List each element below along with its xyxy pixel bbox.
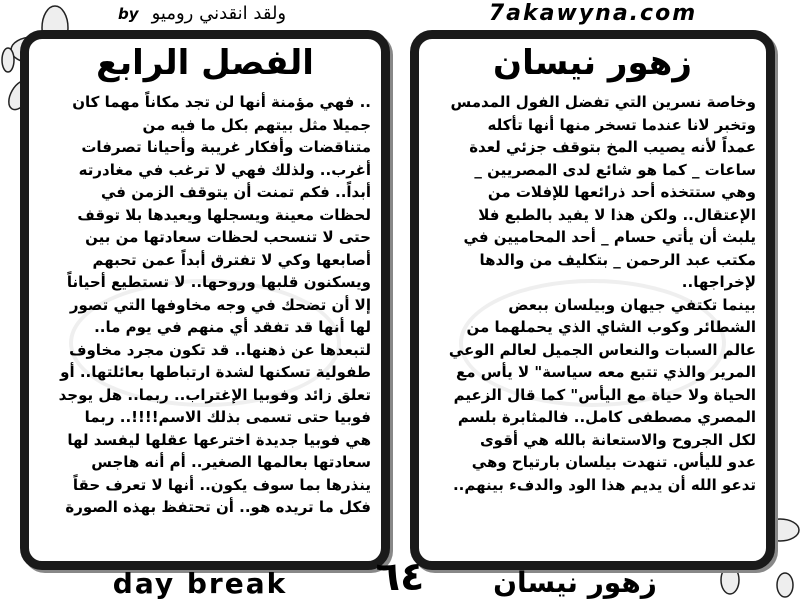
text-line: عدو لليأس. تنهدت بيلسان بارتياح وهي	[471, 453, 756, 471]
text-line: فكل ما تريده هو.. أن تحتفظ بهذه الصورة	[65, 498, 371, 516]
text-line: الإعتقال.. ولكن هذا لا يفيد بالطبع فلا	[478, 205, 756, 224]
book-title: زهور نيسان	[493, 43, 692, 83]
text-line: طفولية تسكنها لشدة ارتباطها بعائلتها.. أو	[60, 363, 371, 381]
text-line: لحظات معينة ويسجلها ويعيدها بلا توقف	[77, 205, 371, 224]
text-line: لتبعدها عن ذهنها.. قد تكون مجرد مخاوف	[69, 340, 371, 359]
text-line: لإخراجها..	[681, 273, 756, 291]
text-line: ينذرها بما سوف يكون.. أنها لا تعرف حقاً	[72, 475, 371, 494]
text-line: لها أنها قد تفقد أي منهم في يوم ما..	[94, 318, 371, 336]
text-line: ويسكنون قلبها وروحها.. لا تستطيع أحياناً	[66, 273, 371, 291]
chapter-title: الفصل الرابع	[96, 43, 314, 83]
text-line: تعلق زائد وفوبيا الإغتراب.. ربما.. هل يوجد	[58, 385, 371, 404]
text-line: حتى لا تنسحب لحظات سعادتها من بين	[85, 228, 371, 246]
text-line: تدعو الله أن يديم هذا الود والدفء بينهم..	[452, 475, 756, 494]
text-line: فوبيا حتى تسمى بذلك الاسم!!!!.. ربما	[84, 408, 371, 426]
text-line: ساعات _ كما هو شائع لدى المصريين _	[474, 160, 756, 179]
byline-author: ولقد انقدني روميو	[151, 3, 287, 24]
text-line: لكل الجروح والاستعانة بالله هي أقوى	[479, 430, 756, 449]
right-panel-body	[429, 91, 756, 553]
text-line: وهي ستتخذه أحد ذرائعها للإفلات من	[487, 183, 756, 201]
page-number: ٦٤	[375, 554, 425, 600]
text-line: عمداً لأنه يصيب المخ بتوقف جزئي لعدة	[469, 138, 756, 156]
text-line: الحياة ولا حياة مع اليأس" كما قال الزعيم	[453, 385, 756, 404]
text-line: يلبث أن يأتي حسام _ أحد المحاميين في	[463, 228, 756, 246]
text-line: عالم السبات والنعاس الجميل لعالم الوعي	[448, 340, 756, 359]
text-line: أبداً.. فكم تمنت أن يتوقف الزمن في	[101, 183, 371, 201]
text-line: وخاصة نسرين التي تفضل الفول المدمس	[450, 93, 756, 111]
text-line: المصري مصطفى كامل.. فالمثابرة بلسم	[457, 408, 756, 426]
text-line: أغرب.. ولذلك فهي لا ترغب في مغادرته	[78, 160, 371, 179]
text-line: متناقضات وأفكار غريبة وأحيانا تصرفات	[81, 138, 371, 156]
text-line: بينما تكتفي جيهان وبيلسان ببعض	[508, 295, 756, 314]
byline	[118, 2, 368, 26]
left-panel	[20, 30, 390, 570]
text-line: سعادتها بعالمها الصغير.. أم أنه هاجس	[91, 453, 371, 471]
footer-left-text: day break	[112, 567, 288, 600]
site-name: 7akawyna.com	[488, 1, 698, 26]
right-panel	[410, 30, 775, 570]
text-line: .. فهي مؤمنة أنها لن تجد مكاناً مهما كان	[72, 93, 371, 111]
text-line: المرير والذي تتبع معه سياسة" لا يأس مع	[456, 363, 756, 381]
text-line: إلا أن تضحك في وجه مخاوفها التي تصور	[69, 295, 371, 314]
text-line: أصابعها وكي لا تفترق أبداً عمن تحبهم	[92, 250, 371, 269]
left-panel-body	[39, 91, 371, 553]
text-line: وتخبر لانا عندما تسخر منها أنها تأكله	[487, 115, 756, 134]
text-line: الشطائر وكوب الشاي الذي يحملهما من	[466, 318, 756, 336]
footer-right-text: زهور نيسان	[493, 566, 657, 599]
text-line: جميلا مثل بيتهم بكل ما فيه من	[142, 115, 371, 134]
text-line: مكتب عبد الرحمن _ بتكليف من والدها	[479, 250, 756, 269]
text-line: هي فوبيا جديدة اخترعها عقلها ليفسد لها	[67, 430, 371, 449]
byline-prefix: by	[118, 5, 139, 23]
